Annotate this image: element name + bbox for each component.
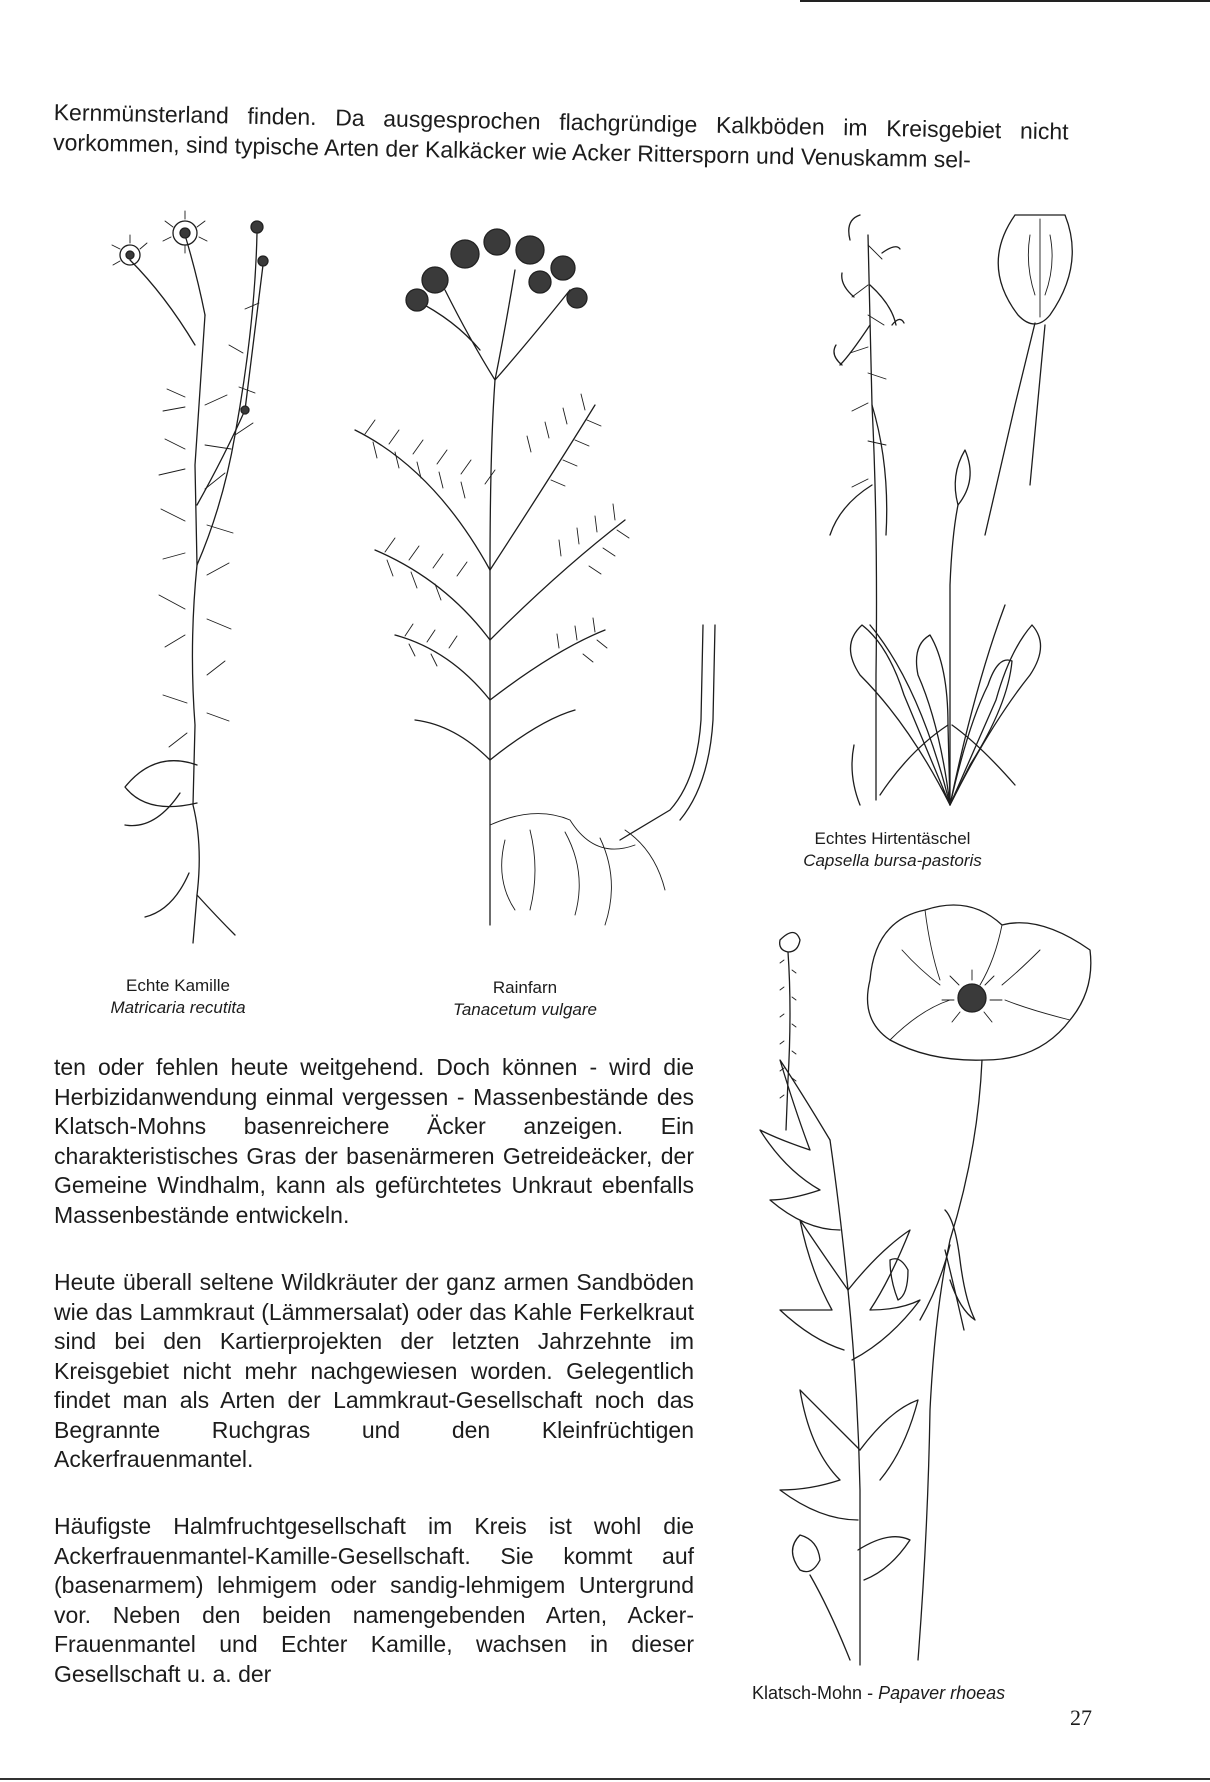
caption-rainfarn-latin: Tanacetum vulgare bbox=[453, 1000, 597, 1019]
caption-hirtentaeschel-common: Echtes Hirtentäschel bbox=[814, 829, 971, 848]
paragraph-3: Häufigste Halmfruchtgesellschaft im Kreis ist wohl die Ackerfrauenmantel-Kamille-Gesellschaft. Sie kommt auf (basenarmem) lehmigem oder sandig-lehmigem Untergrund vor. Neben den beiden namengebenden Arten, Acker-Frauenmantel und Echter Kamille, wachsen in dieser Gesellschaft u. a. der bbox=[54, 1513, 694, 1687]
paragraph-1: ten oder fehlen heute weitgehend. Doch können - wird die Herbizidanwendung einmal vergessen - Massenbestände des Klatsch-Mohns basenreichere Äcker anzeigen. Ein charakteristisches Gras der basenärmeren Getreideäcker, der Gemeine Windhalm, kann als gefürchtetes Unkraut ebenfalls Massenbestände entwickeln. bbox=[54, 1054, 694, 1228]
caption-mohn bbox=[752, 1682, 1005, 1704]
caption-mohn-separator: - bbox=[862, 1683, 879, 1703]
shepherds-purse-illustration bbox=[800, 205, 1100, 810]
paragraph-2: Heute überall seltene Wildkräuter der ganz armen Sandböden wie das Lammkraut (Lämmersalat) oder das Kahle Ferkelkraut sind bei den Kartierprojekten der letzten Jahrzehnte im Kreisgebiet nicht mehr nachgewiesen worden. Gelegentlich findet man als Arten der Lammkraut-Gesellschaft noch das Begrannte Ruchgras und den Kleinfrüchtigen Ackerfrauenmantel. bbox=[54, 1269, 694, 1472]
caption-kamille bbox=[78, 975, 278, 1019]
caption-rainfarn-common: Rainfarn bbox=[492, 978, 558, 997]
poppy-illustration bbox=[740, 890, 1115, 1680]
caption-kamille-common: Echte Kamille bbox=[126, 976, 230, 995]
page-number: 27 bbox=[1070, 1705, 1092, 1730]
top-rule bbox=[800, 0, 1210, 2]
caption-hirtentaeschel bbox=[780, 828, 1005, 872]
caption-mohn-common: Klatsch-Mohn bbox=[752, 1683, 863, 1703]
caption-hirtentaeschel-latin: Capsella bursa-pastoris bbox=[803, 851, 982, 870]
caption-rainfarn bbox=[400, 977, 650, 1021]
tansy-illustration bbox=[325, 220, 720, 945]
paragraph-intro: Kernmünsterland finden. Da ausgesprochen flachgründige Kalkböden im Kreisgebiet nicht vorkommen, sind typische Arten der Kalkäcker wie Acker Rittersporn und Venuskamm sel- bbox=[52, 98, 1069, 173]
caption-mohn-latin: Papaver rhoeas bbox=[878, 1683, 1006, 1703]
caption-kamille-latin: Matricaria recutita bbox=[110, 998, 246, 1017]
chamomile-illustration bbox=[85, 205, 300, 955]
bottom-rule bbox=[0, 1778, 1210, 1780]
